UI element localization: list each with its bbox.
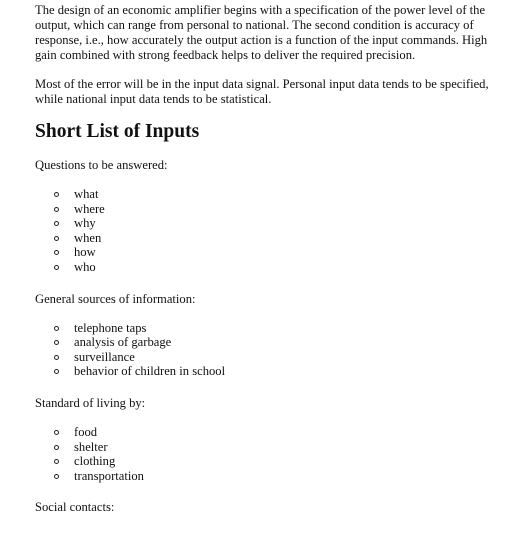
sources-list (35, 321, 505, 379)
bullet-icon (54, 445, 59, 450)
bullet-icon (54, 265, 59, 270)
list-item: when (54, 231, 505, 246)
bullet-icon (54, 221, 59, 226)
list-item: food (54, 425, 505, 440)
document-page (35, 3, 505, 515)
list-item: how (54, 245, 505, 260)
bullet-icon (54, 369, 59, 374)
standard-of-living-list (35, 425, 505, 483)
list-item: who (54, 260, 505, 275)
list-item: behavior of children in school (54, 364, 505, 379)
bullet-icon (54, 459, 59, 464)
list-item: why (54, 216, 505, 231)
list-item: analysis of garbage (54, 335, 505, 350)
bullet-icon (54, 474, 59, 479)
social-contacts-label: Social contacts: (35, 500, 115, 515)
section-heading: Short List of Inputs (35, 121, 200, 142)
bullet-icon (54, 340, 59, 345)
list-item: telephone taps (54, 321, 505, 336)
list-item: transportation (54, 469, 505, 484)
sources-label: General sources of information: (35, 291, 196, 306)
standard-of-living-label: Standard of living by: (35, 395, 146, 410)
bullet-icon (54, 355, 59, 360)
error-paragraph: Most of the error will be in the input data signal. Personal input data tends to be specified, while national input data tends to be statistical. (35, 77, 489, 106)
questions-list (35, 187, 505, 275)
list-item: clothing (54, 454, 505, 469)
intro-paragraph: The design of an economic amplifier begins with a specification of the power level of the output, which can range from personal to national. The second condition is accuracy of response, i.e., how accurately the output action is a function of the input commands. High gain combined with strong feedback helps to deliver the required precision. (35, 3, 488, 62)
bullet-icon (54, 326, 59, 331)
bullet-icon (54, 192, 59, 197)
list-item: where (54, 202, 505, 217)
bullet-icon (54, 250, 59, 255)
bullet-icon (54, 430, 59, 435)
bullet-icon (54, 236, 59, 241)
list-item: shelter (54, 440, 505, 455)
questions-label: Questions to be answered: (35, 158, 168, 172)
list-item: surveillance (54, 350, 505, 365)
bullet-icon (54, 207, 59, 212)
list-item: what (54, 187, 505, 202)
